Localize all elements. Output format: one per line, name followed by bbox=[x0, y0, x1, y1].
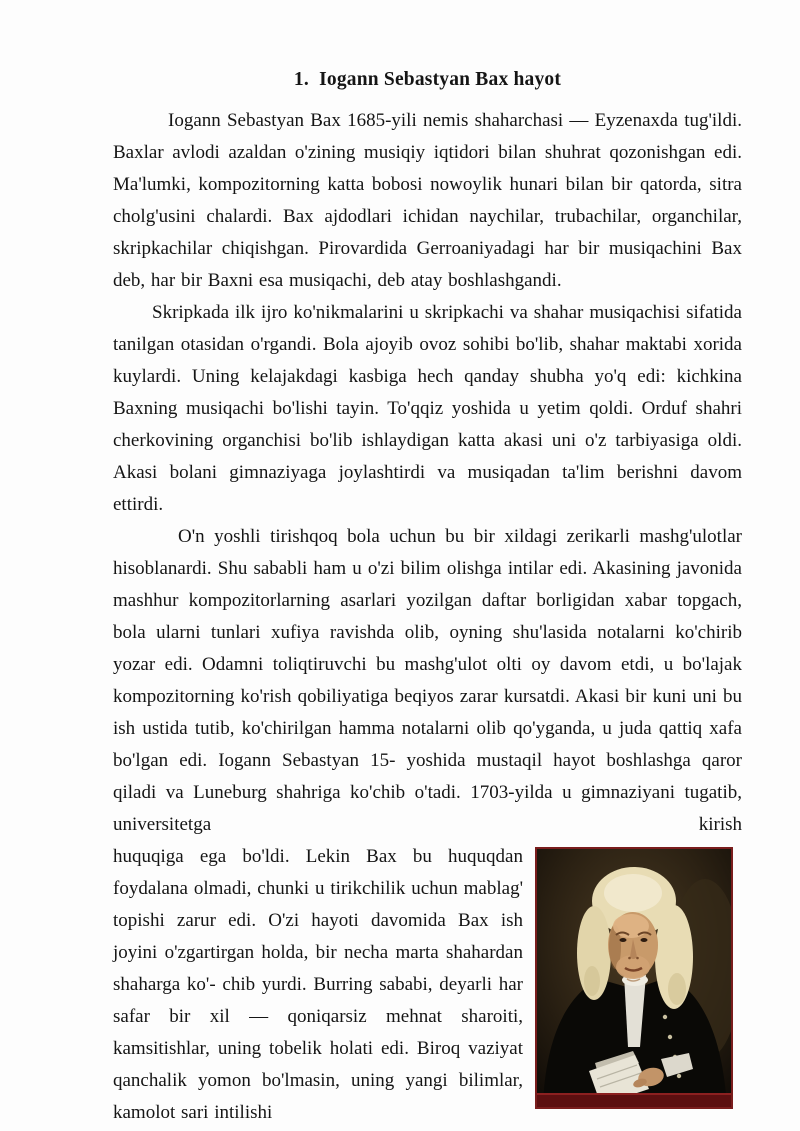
paragraph-studies: O'n yoshli tirishqoq bola uchun bu bir xildagi zerikarli mashg'ulotlar hisoblanardi. Shu sababli ham u o'zi bilim olishga intilar edi. Akasining javonida mashhur kompozitorlarning asarlari yozilgan daftar borligidan xabar topgach, bola ularni tunlari xufiya ravishda olib, oyning shu'lasida notalarni ko'chirib yozar edi. Odamni toliqtiruvchi bu mashg'ulot olti oy davom etdi, u bo'lajak kompozitorning ko'rish qobiliyatiga beqiyos zarar kursatdi. Akasi bir kuni uni bu ish ustida tutib, ko'chirilgan hamma notalarni olib qo'yganda, u juda qattiq xafa bo'lgan edi. Iogann Sebastyan 15- yoshida mustaqil hayot boshlashga qaror qiladi va Luneburg shahriga ko'chib o'tadi. 1703-yilda u gimnaziyani tugatib, universitetga kirish bbox=[113, 526, 742, 835]
frame-inner-line bbox=[537, 1093, 731, 1095]
paragraph-birth-family: Iogann Sebastyan Bax 1685-yili nemis shaharchasi — Eyzenaxda tug'ildi. Baxlar avlodi azaldan o'zining musiqiy iqtidori bilan shuhrat qozonishgan edi. Ma'lumki, kompozitorning katta bobosi nowoylik hunari bilan bir qatorda, sitra cholg'usini chalardi. Bax ajdodlari ichidan naychilar, trubachilar, organchilar, skripkachilar chiqishgan. Pirovardida Gerroaniyadagi har bir musiqachini Bax deb, har bir Baxni esa musiqachi, deb atay boshlashgandi. bbox=[113, 110, 742, 291]
frame-bottom-strip bbox=[537, 1095, 731, 1107]
text-with-image-section bbox=[113, 841, 742, 1129]
page-title: 1. Iogann Sebastyan Bax hayot bbox=[293, 69, 562, 90]
bach-portrait-image bbox=[535, 847, 733, 1109]
paragraph-adulthood: huquqiga ega bo'ldi. Lekin Bax bu huquqdan foydalana olmadi, chunki u tirikchilik uchun mablag' topishi zarur edi. O'zi hayoti davomida Bax ish joyini o'zgartirgan holda, bir necha marta shahardan shaharga ko'- chib yurdi. Burring sababi, deyarli har safar bir xil — qoniqarsiz mehnat sharoiti, kamsitishlar, uning tobelik holati edi. Biroq vaziyat qanchalik yomon bo'lmasin, uning yangi bilimlar, kamolot sari intilishi bbox=[113, 846, 523, 1123]
bach-portrait-illustration bbox=[537, 849, 731, 1107]
paragraph-childhood: Skripkada ilk ijro ko'nikmalarini u skripkachi va shahar musiqachisi sifatida tanilgan otasidan o'rgandi. Bola ajoyib ovoz sohibi bo'lib, shahar maktabi xorida kuylardi. Uning kelajakdagi kasbiga hech qanday shubha yo'q edi: kichkina Baxning musiqachi bo'lishi tayin. To'qqiz yoshida u yetim qoldi. Orduf shahri cherkovining organchisi bo'lib ishlaydigan katta akasi uni o'z tarbiyasiga oldi. Akasi bolani gimnaziyaga joylashtirdi va musiqadan ta'lim berishni davom ettirdi. bbox=[113, 302, 742, 515]
